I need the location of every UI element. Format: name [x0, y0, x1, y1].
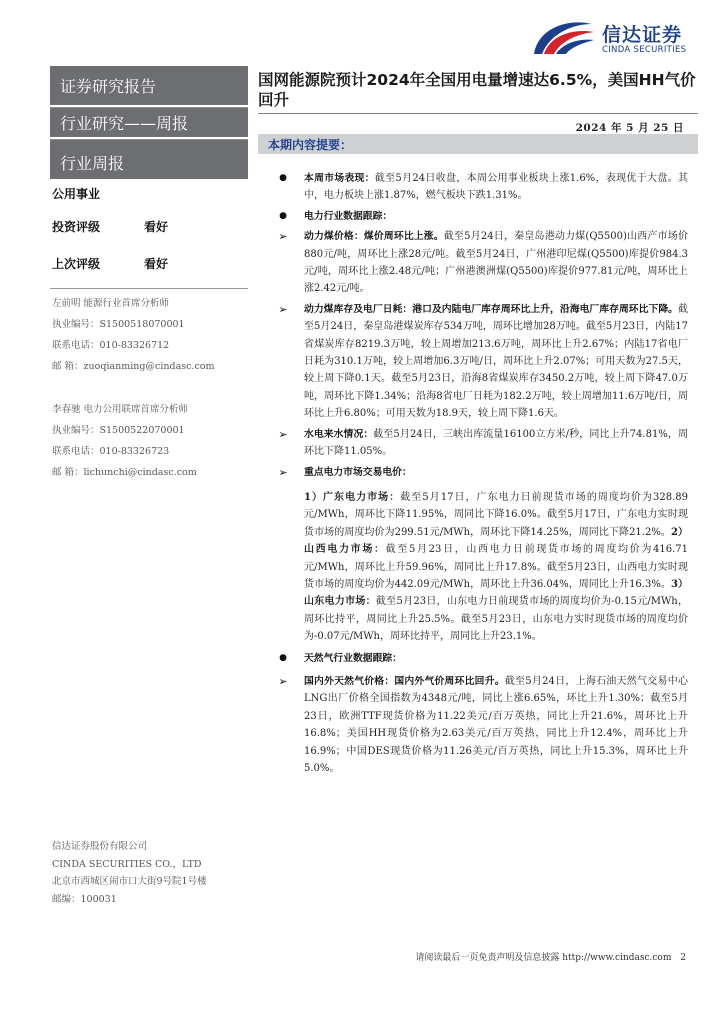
- research-type-label: 行业研究——周报: [50, 107, 248, 137]
- sidebar-divider: [50, 288, 248, 289]
- analyst-name-title: 李春驰 电力公用联席首席分析师: [52, 404, 189, 415]
- item-text: 截至5月24日，三峡出库流量16100立方米/秒，同比上升74.81%，周环比下降11.05%。: [304, 428, 688, 458]
- guangdong-text: 截至5月17日，广东电力日前现货市场的周度均价为328.89元/MWh，周环比下降11.95%，周同比下降16.0%。截至5月17日，广东电力实时现货市场的周度均价为299.51元/MWh，周环比下降14.25%，周同比下降21.2%。: [304, 491, 688, 538]
- list-item: [276, 170, 688, 205]
- company-address: 北京市西城区闹市口大街9号院1号楼: [52, 876, 207, 887]
- list-item: [276, 464, 688, 481]
- analyst-phone: 联系电话：010-83326712: [52, 340, 170, 351]
- item-text: 截至5月24日，上海石油天然气交易中心LNG出厂价格全国指数为4348元/吨，同比上涨6.65%，环比上升1.30%；截至5月23日，欧洲TTF现货价格为11.22美元/百万英热，同比上升21.6%，周环比上升16.8%；美国HH现货价格为2.63美元/百万英热，同比上升12.4%，周环比上升16.9%；中国DES现货价格为11.26美元/百万英热，同比上升15.3%，周环比上升5.0%。: [304, 675, 689, 774]
- summary-header: [258, 134, 698, 154]
- item-label: 重点电力市场交易电价：: [304, 466, 412, 478]
- footer-disclaimer[interactable]: 请阅读最后一页免责声明及信息披露 http://www.cindasc.com: [415, 953, 672, 963]
- company-info: [52, 838, 207, 908]
- analyst-email[interactable]: 邮 箱：lichunchi@cindasc.com: [52, 467, 197, 478]
- list-item: [276, 650, 688, 667]
- bullet-arrow-icon: ➢: [278, 302, 288, 316]
- item-label: 动力煤价格：煤价周环比上涨。: [304, 231, 444, 243]
- logo-subtitle: CINDA SECURITIES: [602, 45, 687, 55]
- item-text: 截至5月24日收盘，本周公用事业板块上涨1.6%，表现优于大盘。其中，电力板块上涨1.87%，燃气板块下跌1.31%。: [304, 173, 688, 202]
- item-label: 动力煤库存及电厂日耗：港口及内陆电厂库存周环比上升，沿海电厂库存周环比下降。: [304, 303, 678, 315]
- report-kind-label: 行业周报: [50, 139, 248, 179]
- company-name-cn: 信达证券股份有限公司: [52, 841, 148, 852]
- bullet-dot-icon: ●: [279, 210, 287, 221]
- item-text: 截至5月24日，秦皇岛港动力煤(Q5500)山西产市场价880元/吨，周环比上涨28元/吨。截至5月24日，广州港印尼煤(Q5500)库提价984.3元/吨，周环比上涨2.48元/吨；广州港澳洲煤(Q5500)库提价977.81元/吨，周环比上涨2.42元/吨。: [304, 231, 688, 295]
- item-text: 截至5月24日，秦皇岛港煤炭库存534万吨，周环比增加28万吨。截至5月23日，内陆17省煤炭库存8219.3万吨，较上周增加213.6万吨，周环比上升2.67%；内陆17省电厂日耗为310.1万吨，较上周增加6.3万吨/日，周环比上升2.07%；可用天数为27.5天，较上周下降0.1天。截至5月23日，沿海8省煤炭库存3450.2万吨，较上周下降47.0万吨，周环比下降1.34%；沿海8省电厂日耗为182.2万吨，较上周增加11.6万吨/日，周环比上升6.80%；可用天数为18.9天，较上周下降1.6天。: [304, 303, 688, 420]
- company-name-en: CINDA SECURITIES CO.，LTD: [52, 858, 202, 870]
- bullet-arrow-icon: ➢: [278, 230, 288, 244]
- rating-value: 看好: [144, 220, 169, 234]
- shanxi-text: 截至5月23日，山西电力日前现货市场的周度均价为416.71元/MWh，周环比上升59.96%，周同比上升17.8%。截至5月23日，山西电力实时现货市场的周度均价为442.09元/MWh，周环比上升36.04%，周同比上升16.3%。: [304, 544, 689, 590]
- page-footer: [415, 950, 686, 963]
- title-rule: [258, 113, 698, 114]
- bullet-dot-icon: ●: [279, 173, 287, 183]
- logo-name: 信达证券: [602, 24, 683, 46]
- list-item: [276, 673, 688, 777]
- bullet-arrow-icon: ➢: [278, 465, 288, 479]
- analyst-phone: 联系电话：010-83326723: [52, 446, 170, 457]
- list-item: [276, 301, 688, 423]
- shanxi-label: 2）山西电力市场：: [304, 526, 688, 556]
- report-date: 2024 年 5 月 25 日: [575, 122, 684, 134]
- prev-rating-label: 上次评级: [52, 257, 101, 271]
- analyst-license: 执业编号：S1500522070001: [52, 425, 185, 436]
- rating-label: 投资评级: [52, 220, 101, 234]
- company-postcode: 邮编：100031: [52, 893, 117, 905]
- bullet-arrow-icon: ➢: [278, 674, 288, 688]
- prev-rating-row: [50, 255, 248, 272]
- sidebar: [50, 66, 248, 934]
- analyst-license: 执业编号：S1500518070001: [52, 319, 185, 330]
- list-item: [276, 426, 688, 461]
- item-label: 国内外天然气价格：国内外气价周环比回升。: [304, 675, 505, 687]
- analyst-email[interactable]: 邮 箱：zuoqianming@cindasc.com: [52, 361, 215, 372]
- rating-row: [50, 218, 248, 235]
- page-number: 2: [680, 953, 686, 963]
- analyst-1: [50, 293, 248, 377]
- cinda-logo-mark-icon: [528, 14, 596, 58]
- shandong-text: 截至5月23日，山东电力日前现货市场的周度均价为-0.15元/MWh，周环比持平，周同比上升25.5%。截至5月23日，山东电力实时现货市场的周度均价为-0.07元/MWh，周环比持平，周同比上升23.1%。: [304, 596, 689, 643]
- bullet-dot-icon: ●: [279, 652, 287, 663]
- report-title: 国网能源院预计2024年全国用电量增速达6.5%，美国HH气价回升: [258, 71, 696, 109]
- prev-rating-value: 看好: [144, 257, 169, 271]
- industry-label: 公用事业: [52, 187, 101, 201]
- item-label: 本周市场表现：: [304, 173, 375, 184]
- summary-label: 本期内容提要：: [268, 137, 353, 152]
- cinda-logo: [528, 14, 708, 58]
- market-prices-paragraph: [276, 489, 688, 646]
- bullet-arrow-icon: ➢: [278, 427, 288, 441]
- shandong-label: 3）山东电力市场：: [304, 578, 688, 608]
- item-label: 电力行业数据跟踪：: [304, 210, 393, 222]
- list-item: [276, 208, 688, 225]
- summary-content: [276, 170, 688, 777]
- analyst-name-title: 左前明 能源行业首席分析师: [52, 298, 170, 309]
- item-label: 水电来水情况：: [304, 428, 374, 440]
- guangdong-label: 1）广东电力市场：: [304, 491, 401, 503]
- item-label: 天然气行业数据跟踪：: [304, 652, 402, 664]
- report-type-label: 证券研究报告: [50, 66, 248, 105]
- analyst-2: [50, 399, 248, 483]
- list-item: [276, 228, 688, 298]
